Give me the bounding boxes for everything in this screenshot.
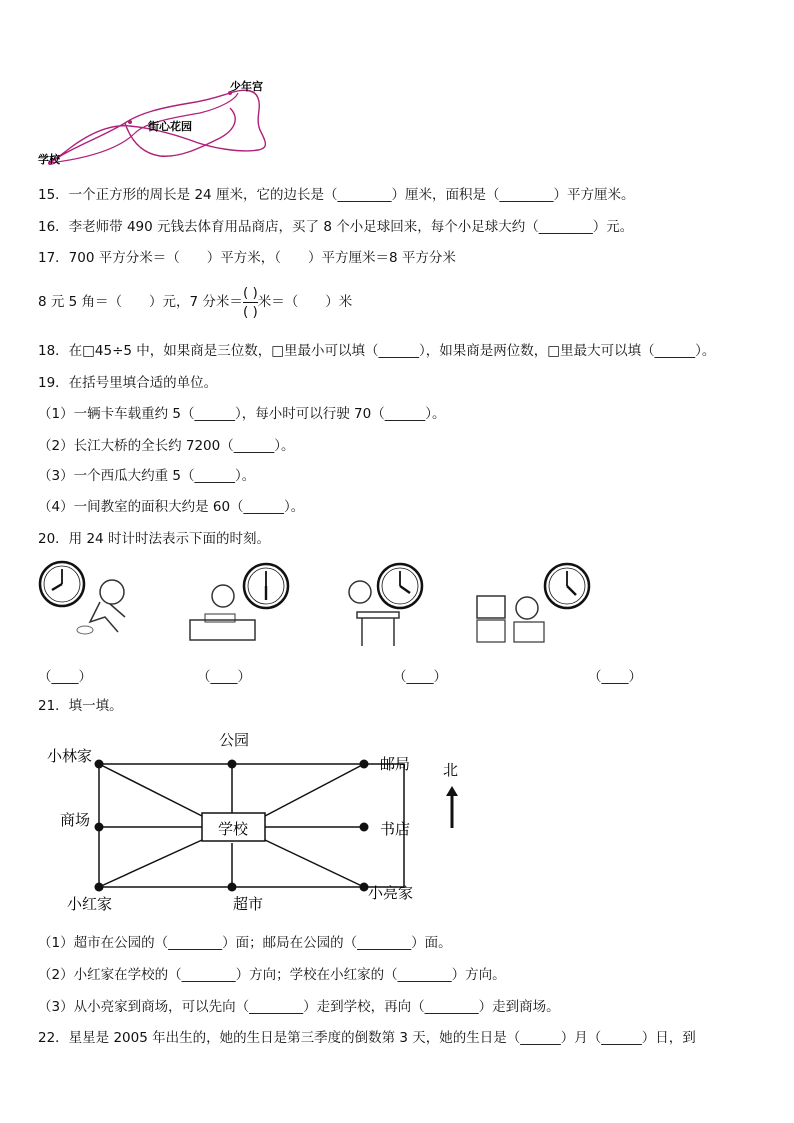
question-21-1: （1）超市在公园的（________）面；邮局在公园的（________）面。: [38, 935, 452, 951]
fraction-numerator: ( ): [242, 284, 258, 301]
question-19-2: （2）长江大桥的全长约 7200（______）。: [38, 438, 295, 454]
question-19-3: （3）一个西瓜大约重 5（______）。: [38, 468, 256, 484]
label-school: 学校: [218, 820, 249, 838]
question-19-1: （1）一辆卡车载重约 5（______），每小时可以行驶 70（______）。: [38, 406, 446, 422]
question-21-2: （2）小红家在学校的（________）方向；学校在小红家的（________）方向。: [38, 967, 506, 983]
child-studying-image: [332, 574, 404, 650]
question-17b-right: 米＝（ ）米: [257, 294, 353, 310]
fraction-denominator: ( ): [242, 303, 258, 320]
question-18: 18．在□45÷5 中，如果商是三位数，□里最小可以填（______），如果商是两位数，□里最大可以填（______）。: [38, 343, 716, 359]
label-supermarket: 超市: [233, 895, 264, 913]
label-post: 邮局: [380, 755, 411, 773]
map-label-school: 学校: [38, 153, 60, 166]
child-watching-tv-image: [472, 586, 552, 650]
label-park: 公园: [219, 731, 250, 749]
map-label-garden: 街心花园: [148, 120, 192, 133]
q20-blank-4: （____）: [588, 669, 642, 685]
running-child-image: [70, 572, 140, 642]
question-17a: 17．700 平方分米＝（ ）平方米，（ ）平方厘米＝8 平方分米: [38, 250, 456, 266]
q20-blank-2: （____）: [197, 669, 251, 685]
map-label-palace: 少年宫: [230, 80, 263, 93]
label-xiaohong: 小红家: [67, 895, 113, 913]
label-xiaolin: 小林家: [47, 747, 93, 765]
question-20: 20．用 24 时计时法表示下面的时刻。: [38, 531, 270, 547]
question-17b-left: 8 元 5 角＝（ ）元，7 分米＝: [38, 294, 243, 310]
question-21-3: （3）从小亮家到商场，可以先向（________）走到学校，再向（________）走到商场。: [38, 999, 560, 1015]
question-21: 21．填一填。: [38, 698, 123, 714]
q20-blank-3: （____）: [393, 669, 447, 685]
q20-blank-1: （____）: [38, 669, 92, 685]
question-19: 19．在括号里填合适的单位。: [38, 375, 218, 391]
question-15: 15．一个正方形的周长是 24 厘米，它的边长是（________）厘米，面积是（________）平方厘米。: [38, 187, 635, 203]
direction-map: [40, 728, 480, 918]
question-17b: [38, 282, 352, 322]
route-map: [30, 78, 280, 178]
child-eating-image: [185, 578, 260, 648]
label-xiaoliang: 小亮家: [368, 884, 414, 902]
label-north: 北: [443, 761, 459, 779]
question-16: 16．李老师带 490 元钱去体育用品商店，买了 8 个小足球回来，每个小足球大约（________）元。: [38, 219, 634, 235]
label-bookstore: 书店: [380, 820, 411, 838]
fraction: [243, 285, 258, 320]
label-mall: 商场: [60, 811, 91, 829]
question-22: 22．星星是 2005 年出生的，她的生日是第三季度的倒数第 3 天，她的生日是（______）月（______）日，到: [38, 1030, 696, 1046]
question-19-4: （4）一间教室的面积大约是 60（______）。: [38, 499, 305, 515]
